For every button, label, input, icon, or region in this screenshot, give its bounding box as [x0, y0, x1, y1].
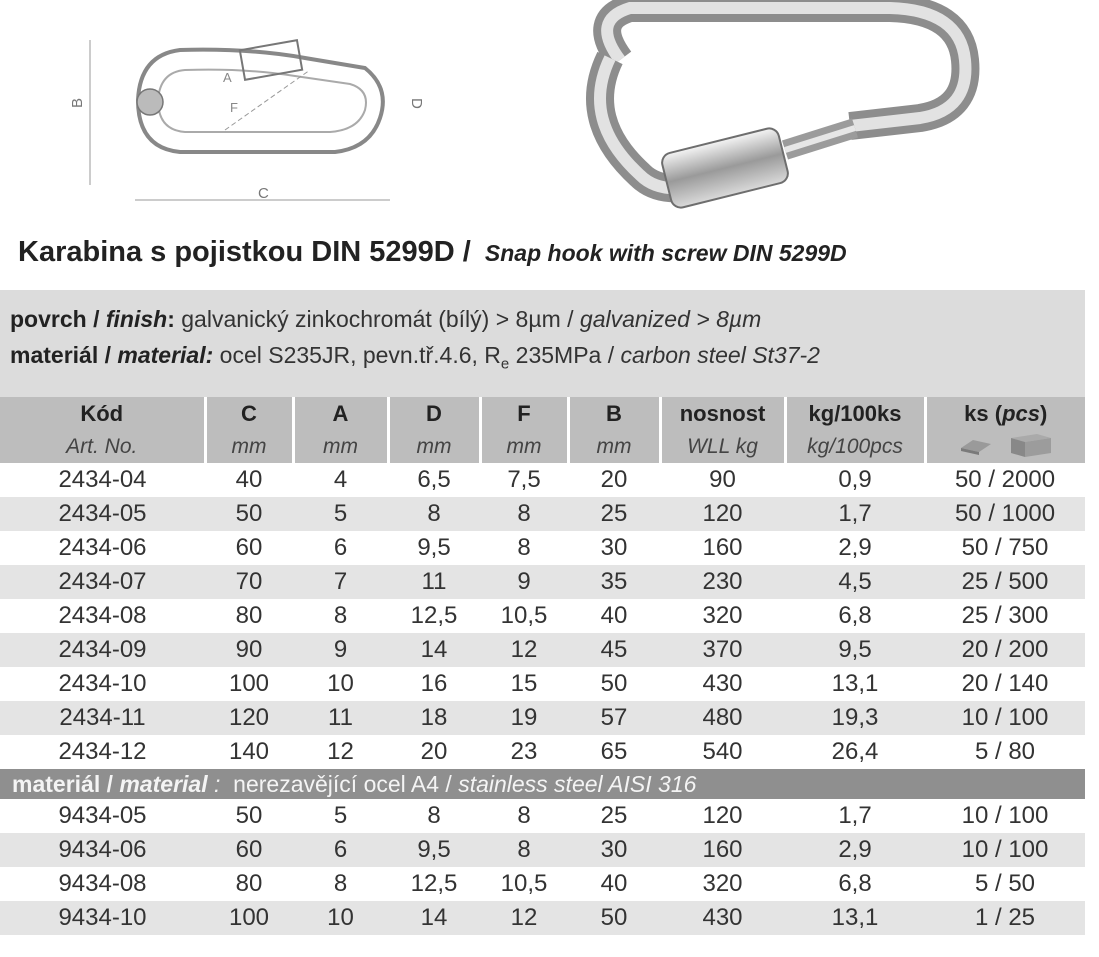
unit-wll: WLL kg — [660, 431, 785, 463]
table-cell: 90 — [205, 633, 293, 667]
table-cell: 1,7 — [785, 497, 925, 531]
finish-label-en: finish — [105, 306, 168, 332]
table-cell: 10 / 100 — [961, 802, 1049, 829]
section-label-cz: materiál / — [12, 770, 113, 797]
table-cell: 6,8 — [838, 870, 872, 897]
table-cell: 9434-06 — [0, 833, 205, 867]
table-cell: 2434-04 — [58, 466, 147, 493]
unit-f: mm — [480, 431, 568, 463]
table-row — [0, 799, 1085, 833]
table-cell: 11 — [293, 701, 388, 735]
table-cell: 60 — [205, 833, 293, 867]
table-cell: 16 — [420, 670, 448, 697]
table-row — [0, 667, 1085, 701]
table-cell: 0,9 — [838, 466, 872, 493]
table-cell: 25 / 300 — [961, 602, 1049, 629]
label-b: B — [69, 97, 86, 108]
table-cell: 480 — [660, 701, 785, 735]
unit-art-no: Art. No. — [0, 431, 205, 463]
unit-c: mm — [205, 431, 293, 463]
table-cell: 5 / 50 — [974, 870, 1036, 897]
table-cell: 10 — [327, 670, 354, 697]
table-cell: 100 — [205, 901, 293, 935]
table-cell: 80 — [235, 870, 263, 897]
table-cell: 2434-12 — [58, 738, 147, 765]
table-cell: 25 / 500 — [925, 565, 1085, 599]
table-cell: 14 — [388, 901, 480, 935]
snap-hook-diagram — [60, 0, 440, 210]
table-cell: 25 — [568, 497, 660, 531]
units-row — [0, 431, 1085, 463]
table-cell: 12,5 — [410, 870, 458, 897]
table-cell: 4,5 — [785, 565, 925, 599]
table-cell: 50 — [568, 901, 660, 935]
table-cell: 2,9 — [785, 833, 925, 867]
material-value-en: carbon steel St37-2 — [620, 342, 820, 368]
table-row — [0, 735, 1085, 769]
table-cell: 30 — [568, 833, 660, 867]
table-cell: 320 — [702, 870, 743, 897]
table-row — [0, 497, 1085, 531]
section-sep: : — [214, 770, 221, 797]
section-row-stainless — [0, 769, 1085, 799]
table-body-stainless — [0, 799, 1085, 935]
table-cell: 20 — [600, 466, 628, 493]
label-f: F — [230, 100, 238, 115]
table-cell: 11 — [388, 565, 480, 599]
header-row — [0, 397, 1085, 431]
spec-finish — [10, 306, 761, 333]
finish-label-cz: povrch / — [10, 306, 100, 332]
finish-sep: : — [167, 306, 175, 332]
table-cell: 18 — [388, 701, 480, 735]
table-cell: 10,5 — [500, 602, 548, 629]
table-cell: 20 / 140 — [961, 670, 1049, 697]
table-cell: 50 — [235, 802, 263, 829]
table-cell: 50 / 2000 — [954, 466, 1056, 493]
table-cell: 7,5 — [507, 466, 541, 493]
table-cell: 50 — [600, 670, 628, 697]
table-cell: 9,5 — [417, 534, 451, 561]
table-body-zinc — [0, 463, 1085, 769]
table-row — [0, 565, 1085, 599]
table-cell: 430 — [660, 901, 785, 935]
title-cz: Karabina s pojistkou DIN 5299D / — [18, 236, 471, 268]
table-cell: 35 — [568, 565, 660, 599]
title-en: Snap hook with screw DIN 5299D — [484, 240, 847, 266]
table-row — [0, 867, 1085, 901]
table-cell: 140 — [228, 738, 270, 765]
table-cell: 25 — [600, 802, 628, 829]
snap-hook-photo — [550, 0, 980, 215]
table-cell: 57 — [568, 701, 660, 735]
table-cell: 30 — [600, 534, 628, 561]
table-row — [0, 633, 1085, 667]
table-cell: 100 — [228, 670, 270, 697]
table-cell: 20 — [420, 738, 448, 765]
table-cell: 50 / 1000 — [925, 497, 1085, 531]
table-cell: 5 — [333, 802, 348, 829]
table-row — [0, 901, 1085, 935]
table-cell: 370 — [660, 633, 785, 667]
table-cell: 430 — [702, 670, 743, 697]
table-cell: 320 — [702, 602, 743, 629]
table-cell: 9434-08 — [58, 870, 147, 897]
table-cell: 160 — [660, 833, 785, 867]
unit-d: mm — [388, 431, 480, 463]
unit-pack-icons — [925, 431, 1085, 463]
table-cell: 160 — [702, 534, 743, 561]
table-cell: 50 / 750 — [961, 534, 1049, 561]
table-cell: 2434-07 — [0, 565, 205, 599]
page-title — [18, 236, 847, 269]
table-cell: 8 — [333, 602, 348, 629]
table-cell: 120 — [702, 802, 743, 829]
table-row — [0, 463, 1085, 497]
table-cell: 80 — [235, 602, 263, 629]
table-row — [0, 599, 1085, 633]
table-row — [0, 701, 1085, 735]
material-value-sub: e — [500, 355, 510, 373]
table-row — [0, 833, 1085, 867]
table-cell: 19,3 — [785, 701, 925, 735]
table-cell: 5 / 80 — [974, 738, 1036, 765]
small-box-icon — [959, 434, 993, 456]
table-cell: 9,5 — [388, 833, 480, 867]
unit-b: mm — [568, 431, 660, 463]
table-cell: 6 — [333, 534, 348, 561]
table-cell: 50 — [205, 497, 293, 531]
table-cell: 2434-08 — [58, 602, 147, 629]
table-cell: 60 — [235, 534, 263, 561]
table-cell: 40 — [600, 602, 628, 629]
unit-a: mm — [293, 431, 388, 463]
table-row — [0, 531, 1085, 565]
table-cell: 9 — [293, 633, 388, 667]
table-cell: 2434-10 — [58, 670, 147, 697]
table-cell: 40 — [600, 870, 628, 897]
product-table — [0, 397, 1085, 935]
table-cell: 90 — [709, 466, 736, 493]
header-ks — [925, 397, 1085, 431]
material-value-cz-1: ocel S235JR, pevn.tř.4.6, R — [219, 342, 501, 368]
table-cell: 9 — [480, 565, 568, 599]
table-cell: 6 — [293, 833, 388, 867]
finish-value-en: galvanized > 8µm — [579, 306, 762, 332]
unit-kg100pcs: kg/100pcs — [785, 431, 925, 463]
table-cell: 13,1 — [785, 901, 925, 935]
label-a: A — [223, 70, 232, 85]
table-cell: 10 / 100 — [925, 701, 1085, 735]
table-cell: 9,5 — [785, 633, 925, 667]
table-cell: 70 — [205, 565, 293, 599]
header-pcs-italic: pcs — [1002, 401, 1040, 426]
table-cell: 45 — [568, 633, 660, 667]
section-value-cz: nerezavějící ocel A4 / — [233, 770, 452, 797]
material-value-cz-2: 235MPa / — [515, 342, 615, 368]
table-cell: 14 — [388, 633, 480, 667]
header-d: D — [388, 397, 480, 431]
table-cell: 12 — [480, 633, 568, 667]
table-cell: 2434-09 — [0, 633, 205, 667]
finish-value-cz: galvanický zinkochromát (bílý) > 8µm / — [181, 306, 574, 332]
table-cell: 8 — [480, 497, 568, 531]
large-box-icon — [1007, 432, 1053, 458]
table-cell: 13,1 — [831, 670, 879, 697]
figure-area — [0, 0, 1099, 225]
label-d: D — [408, 98, 425, 109]
material-label-en: material: — [117, 342, 214, 368]
table-cell: 8 — [517, 802, 531, 829]
header-ks-label: ks ( — [964, 401, 1003, 426]
table-cell: 15 — [510, 670, 538, 697]
table-cell: 20 / 200 — [925, 633, 1085, 667]
table-cell: 9434-05 — [58, 802, 147, 829]
spec-box — [0, 290, 1085, 397]
table-cell: 8 — [427, 802, 441, 829]
table-cell: 1 / 25 — [925, 901, 1085, 935]
table-cell: 4 — [333, 466, 348, 493]
table-cell: 12 — [480, 901, 568, 935]
table-cell: 2434-05 — [0, 497, 205, 531]
table-cell: 8 — [517, 534, 531, 561]
table-cell: 10 — [293, 901, 388, 935]
table-cell: 1,7 — [838, 802, 872, 829]
table-cell: 8 — [388, 497, 480, 531]
table-cell: 7 — [293, 565, 388, 599]
table-cell: 6,5 — [417, 466, 451, 493]
header-c: C — [205, 397, 293, 431]
spec-material — [10, 342, 820, 373]
section-value-en: stainless steel AISI 316 — [458, 770, 697, 797]
table-cell: 120 — [205, 701, 293, 735]
header-b: B — [568, 397, 660, 431]
table-cell: 10,5 — [500, 870, 548, 897]
table-cell: 19 — [480, 701, 568, 735]
table-cell: 23 — [510, 738, 538, 765]
table-cell: 9434-10 — [0, 901, 205, 935]
header-kg100ks: kg/100ks — [785, 397, 925, 431]
table-cell: 120 — [660, 497, 785, 531]
table-cell: 6,8 — [838, 602, 872, 629]
header-pcs-close: ) — [1040, 401, 1048, 426]
table-cell: 2,9 — [838, 534, 872, 561]
table-cell: 65 — [600, 738, 628, 765]
table-cell: 8 — [333, 870, 348, 897]
section-label — [0, 769, 1085, 799]
header-kod: Kód — [0, 397, 205, 431]
header-f: F — [480, 397, 568, 431]
table-cell: 10 / 100 — [925, 833, 1085, 867]
header-nosnost: nosnost — [660, 397, 785, 431]
material-label-cz: materiál / — [10, 342, 111, 368]
table-cell: 8 — [480, 833, 568, 867]
table-cell: 2434-06 — [58, 534, 147, 561]
table-cell: 2434-11 — [0, 701, 205, 735]
table-cell: 40 — [235, 466, 263, 493]
table-cell: 5 — [293, 497, 388, 531]
table-section-stainless — [0, 769, 1085, 799]
header-a: A — [293, 397, 388, 431]
section-label-en: material — [119, 770, 208, 797]
table-cell: 230 — [660, 565, 785, 599]
table-cell: 540 — [702, 738, 743, 765]
table-cell: 26,4 — [831, 738, 879, 765]
table-cell: 12,5 — [410, 602, 458, 629]
table-cell: 12 — [327, 738, 354, 765]
label-c: C — [258, 185, 269, 202]
